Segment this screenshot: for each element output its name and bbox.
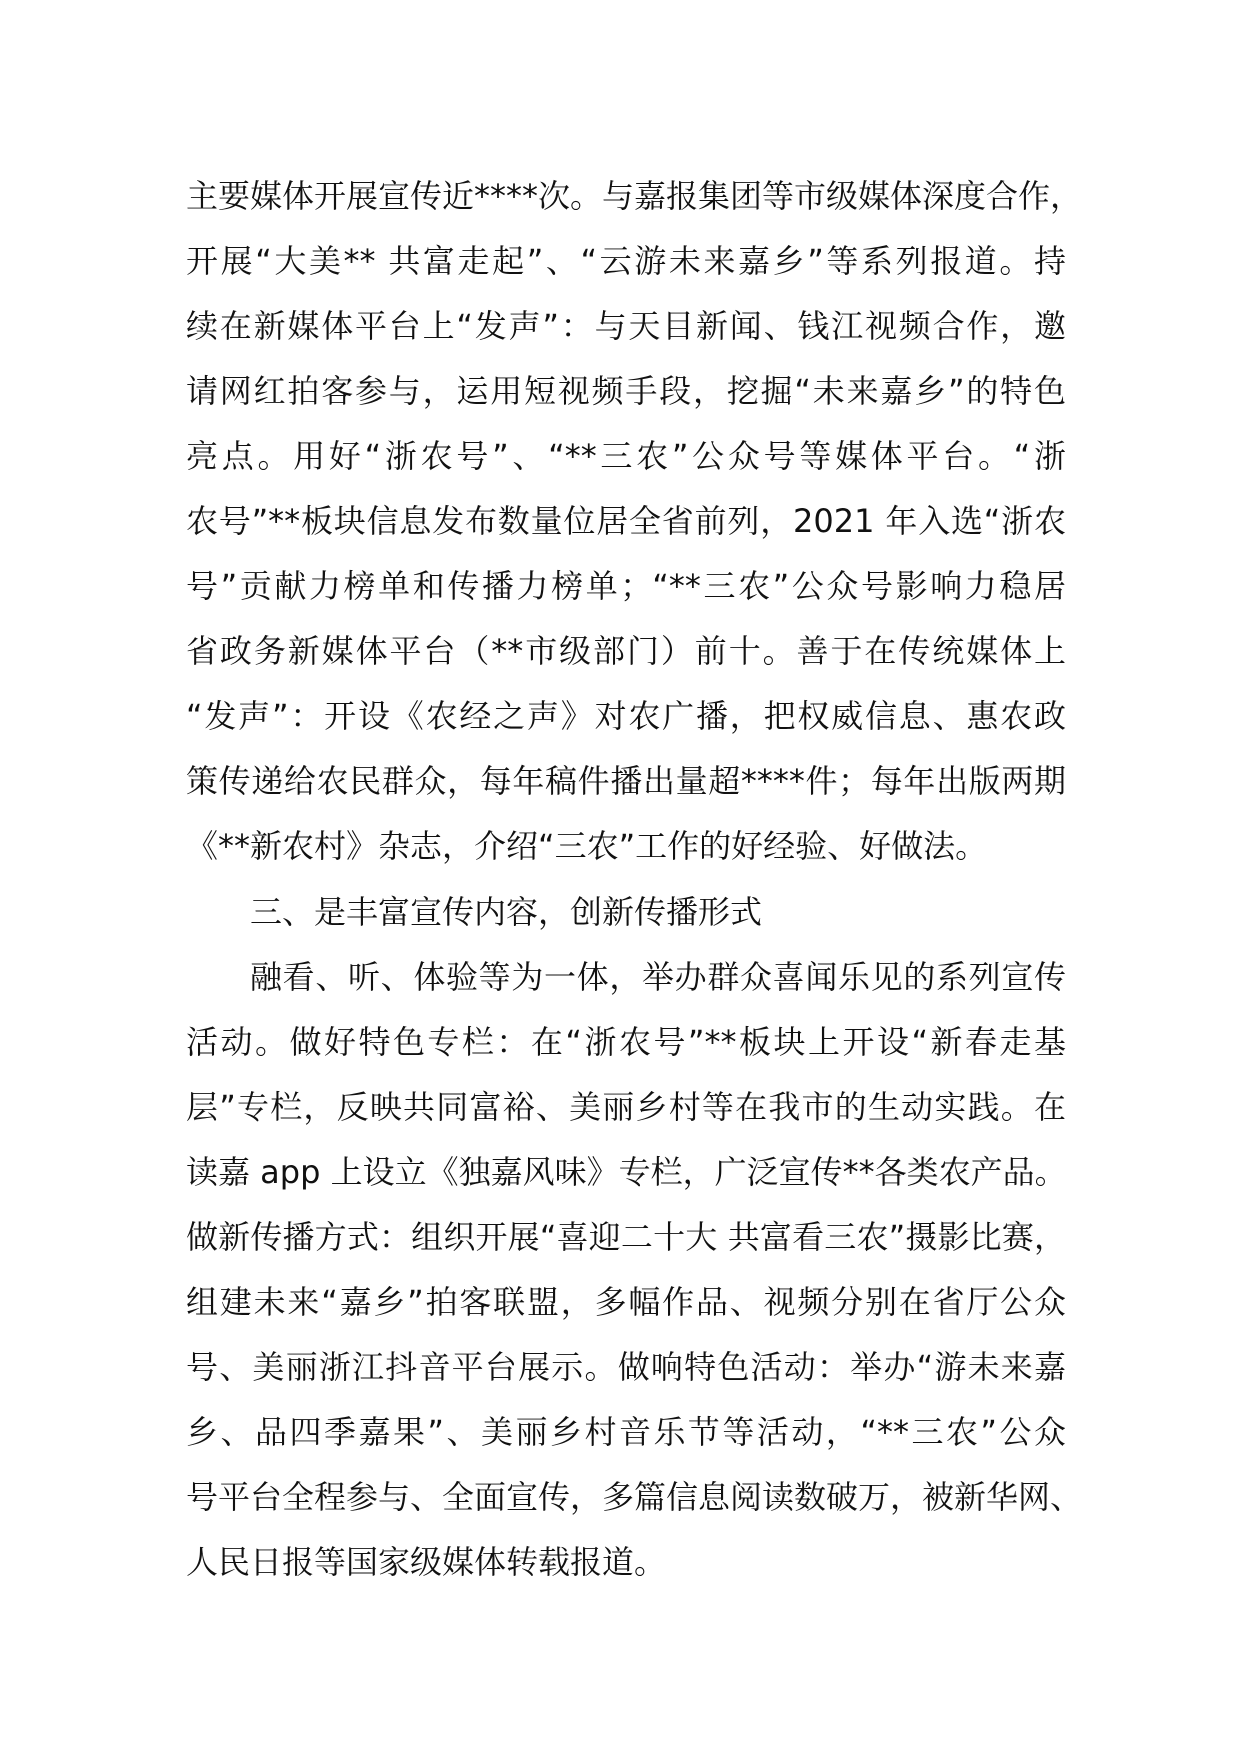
paragraph-line: 号、美丽浙江抖音平台展示。做响特色活动：举办“游未来嘉 <box>186 1348 1066 1386</box>
paragraph-line: “发声”：开设《农经之声》对农广播，把权威信息、惠农政 <box>186 697 1066 735</box>
paragraph-content-innovation <box>186 945 1083 1595</box>
paragraph-line: 开展“大美** 共富走起”、“云游未来嘉乡”等系列报道。持 <box>186 242 1066 280</box>
section-heading-text: 三、是丰富宣传内容，创新传播形式 <box>250 893 763 931</box>
paragraph-line: 活动。做好特色专栏：在“浙农号”**板块上开设“新春走基 <box>186 1023 1066 1061</box>
paragraph-media-cooperation <box>186 164 1083 879</box>
paragraph-line: 组建未来“嘉乡”拍客联盟，多幅作品、视频分别在省厅公众 <box>186 1283 1066 1321</box>
paragraph-line: 人民日报等国家级媒体转载报道。 <box>186 1543 667 1581</box>
paragraph-line: 省政务新媒体平台（**市级部门）前十。善于在传统媒体上 <box>186 632 1066 670</box>
paragraph-line: 号平台全程参与、全面宣传，多篇信息阅读数破万，被新华网、 <box>186 1478 1083 1516</box>
paragraph-line: 乡、品四季嘉果”、美丽乡村音乐节等活动，“**三农”公众 <box>186 1413 1066 1451</box>
paragraph-line: 主要媒体开展宣传近****次。与嘉报集团等市级媒体深度合作， <box>186 177 1083 215</box>
paragraph-line: 做新传播方式：组织开展“喜迎二十大 共富看三农”摄影比赛， <box>186 1218 1066 1256</box>
paragraph-line: 请网红拍客参与，运用短视频手段，挖掘“未来嘉乡”的特色 <box>186 372 1066 410</box>
paragraph-line: 层”专栏，反映共同富裕、美丽乡村等在我市的生动实践。在 <box>186 1088 1066 1126</box>
paragraph-line: 号”贡献力榜单和传播力榜单；“**三农”公众号影响力稳居 <box>186 567 1066 605</box>
paragraph-line: 读嘉 app 上设立《独嘉风味》专栏，广泛宣传**各类农产品。 <box>186 1153 1067 1191</box>
paragraph-line: 续在新媒体平台上“发声”：与天目新闻、钱江视频合作，邀 <box>186 307 1066 345</box>
paragraph-line: 策传递给农民群众，每年稿件播出量超****件；每年出版两期 <box>186 762 1066 800</box>
paragraph-line: 农号”**板块信息发布数量位居全省前列，2021 年入选“浙农 <box>186 502 1066 540</box>
paragraph-line: 《**新农村》杂志，介绍“三农”工作的好经验、好做法。 <box>186 827 988 865</box>
paragraph-line: 亮点。用好“浙农号”、“**三农”公众号等媒体平台。“浙 <box>186 437 1066 475</box>
section-heading <box>186 880 1066 945</box>
paragraph-line: 融看、听、体验等为一体，举办群众喜闻乐见的系列宣传 <box>250 958 1066 996</box>
